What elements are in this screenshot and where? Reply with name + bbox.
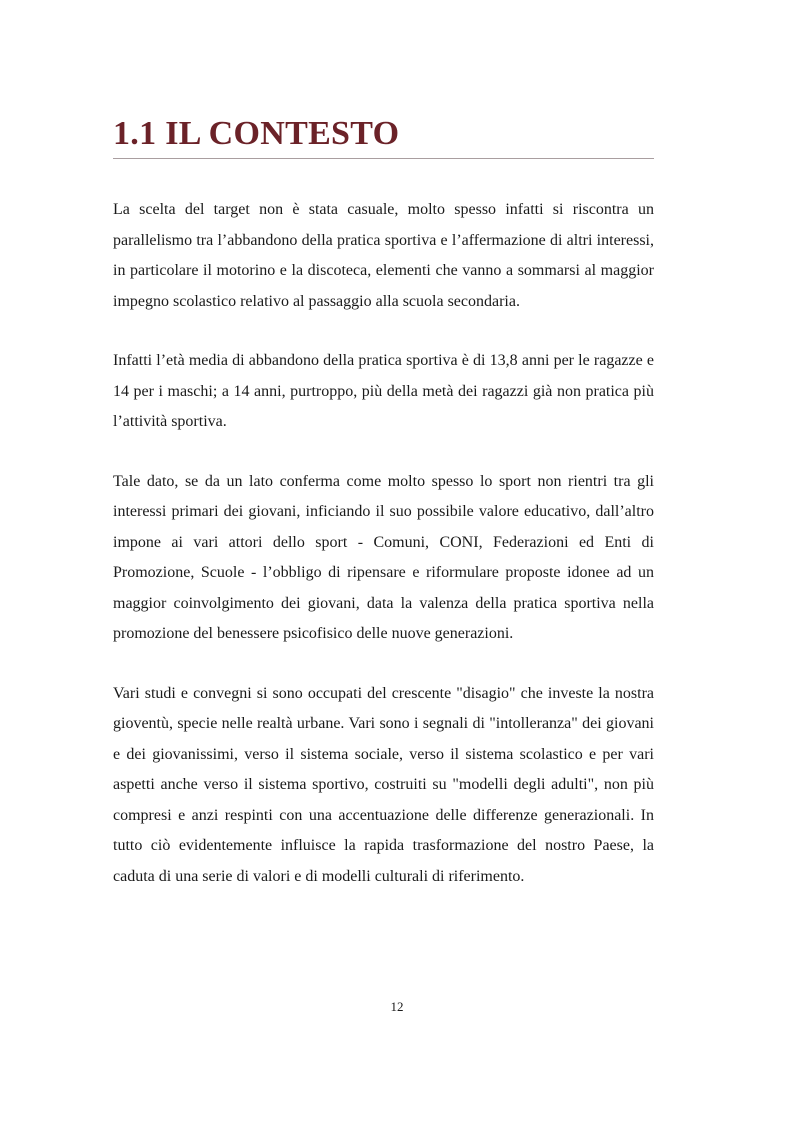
paragraph-3: Tale dato, se da un lato conferma come molto spesso lo sport non rientri tra gli interessi primari dei giovani, inficiando il suo possibile valore educativo, dall’altro impone ai vari attori dello sport - Comuni, CONI, Federazioni ed Enti di Promozione, Scuole - l’obbligo di ripensare e riformulare proposte idonee ad un maggior coinvolgimento dei giovani, data la valenza della pratica sportiva nella promozione del benessere psicofisico delle nuove generazioni. — [113, 472, 654, 642]
body-text — [113, 195, 654, 892]
page-number: 12 — [390, 999, 404, 1014]
paragraph-4: Vari studi e convegni si sono occupati del crescente "disagio" che investe la nostra gioventù, specie nelle realtà urbane. Vari sono i segnali di "intolleranza" dei giovani e dei giovanissimi, verso il sistema sociale, verso il sistema scolastico e per vari aspetti anche verso il sistema sportivo, costruiti su "modelli degli adulti", non più compresi e anzi respinti con una accentuazione delle differenze generazionali. In tutto ciò evidentemente influisce la rapida trasformazione del nostro Paese, la caduta di una serie di valori e di modelli culturali di riferimento. — [113, 684, 654, 885]
paragraph-2: Infatti l’età media di abbandono della pratica sportiva è di 13,8 anni per le ragazze e 14 per i maschi; a 14 anni, purtroppo, più della metà dei ragazzi già non pratica più l’attività sportiva. — [113, 352, 654, 430]
chapter-heading: 1.1 IL CONTESTO — [113, 112, 654, 159]
paragraph-1: La scelta del target non è stata casuale, molto spesso infatti si riscontra un parallelismo tra l’abbandono della pratica sportiva e l’affermazione di altri interessi, in particolare il motorino e la discoteca, elementi che vanno a sommarsi al maggior impegno scolastico relativo al passaggio alla scuola secondaria. — [113, 201, 654, 310]
page-content — [113, 112, 654, 892]
